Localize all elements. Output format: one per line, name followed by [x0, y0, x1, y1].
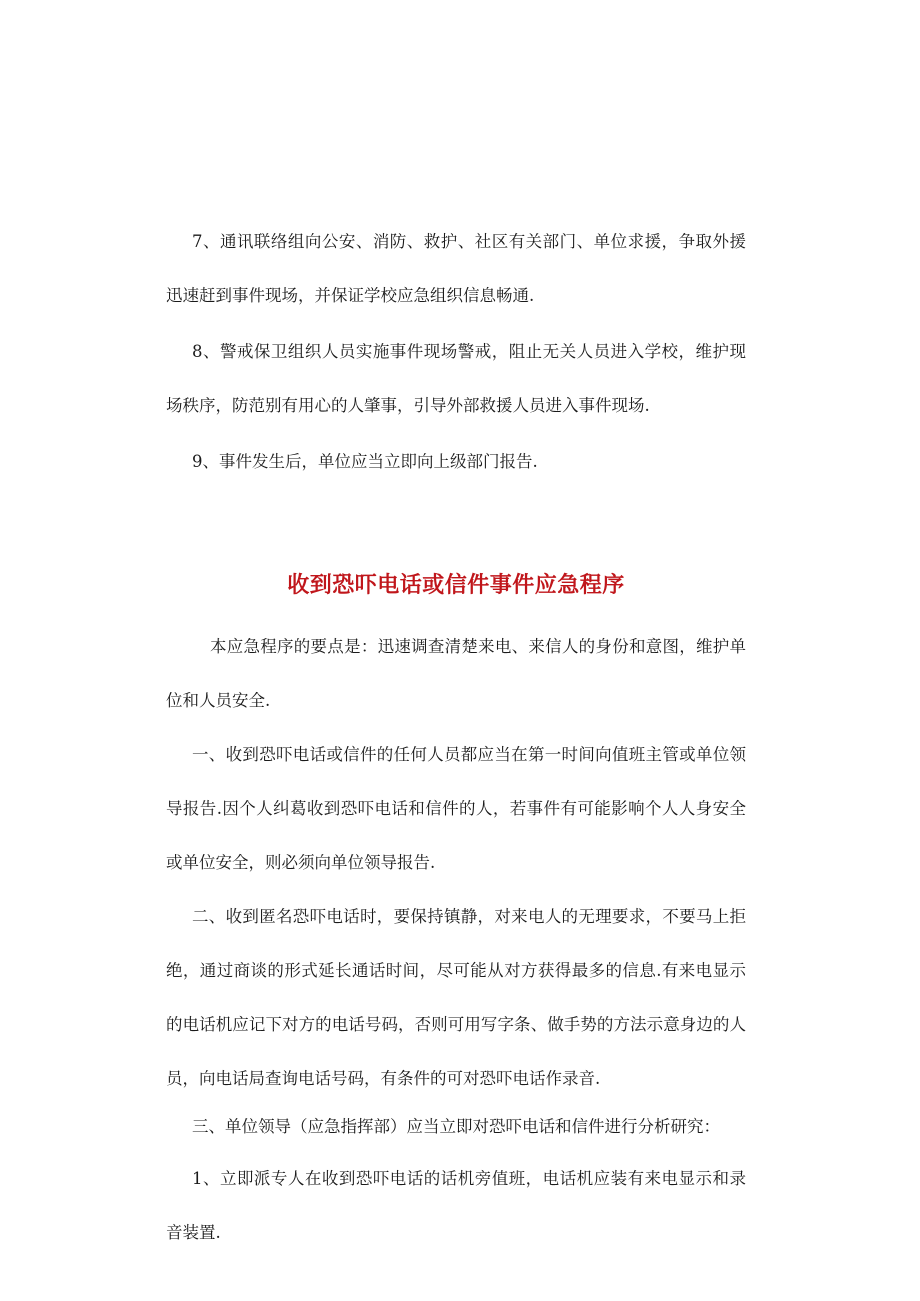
paragraph-subitem-1: 1、立即派专人在收到恐吓电话的话机旁值班，电话机应装有来电显示和录音装置.	[166, 1169, 746, 1242]
paragraph-intro: 本应急程序的要点是：迅速调查清楚来电、来信人的身份和意图，维护单位和人员安全.	[166, 637, 746, 710]
paragraph-section-1: 一、收到恐吓电话或信件的任何人员都应当在第一时间向值班主管或单位领导报告.因个人纠葛收到恐吓电话和信件的人，若事件有可能影响个人人身安全或单位安全，则必须向单位领导报告.	[166, 745, 746, 872]
paragraph-item-9: 9、事件发生后，单位应当立即向上级部门报告.	[192, 452, 538, 471]
paragraph-section-3: 三、单位领导（应急指挥部）应当立即对恐吓电话和信件进行分析研究：	[192, 1117, 720, 1136]
section-title: 收到恐吓电话或信件事件应急程序	[287, 573, 625, 598]
paragraph-item-7: 7、通讯联络组向公安、消防、救护、社区有关部门、单位求援，争取外援迅速赶到事件现场，并保证学校应急组织信息畅通.	[166, 232, 746, 305]
paragraph-item-8: 8、警戒保卫组织人员实施事件现场警戒，阻止无关人员进入学校，维护现场秩序，防范别有用心的人肇事，引导外部救援人员进入事件现场.	[166, 342, 746, 415]
paragraph-section-2: 二、收到匿名恐吓电话时，要保持镇静，对来电人的无理要求，不要马上拒绝，通过商谈的形式延长通话时间，尽可能从对方获得最多的信息.有来电显示的电话机应记下对方的电话号码，否则可用写字条、做手势的方法示意身边的人员，向电话局查询电话号码，有条件的可对恐吓电话作录音.	[166, 907, 746, 1088]
